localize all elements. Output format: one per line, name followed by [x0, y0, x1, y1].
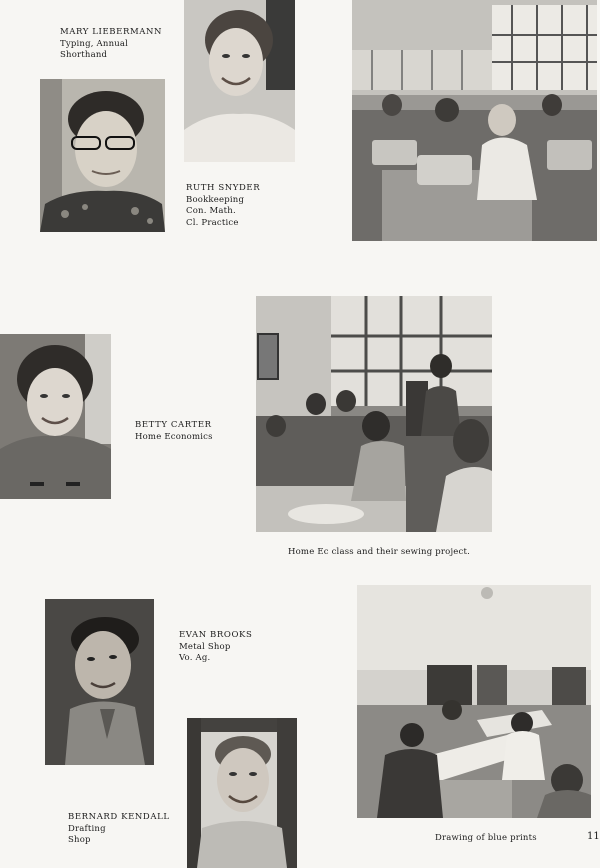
portrait-bernard-kendall	[187, 718, 297, 868]
portrait-betty-carter	[0, 334, 111, 499]
caption-ruth-snyder	[186, 183, 260, 229]
teacher-subject: Cl. Practice	[186, 217, 239, 228]
teacher-subject: Vo. Ag.	[179, 653, 211, 663]
teacher-subject: Home Economics	[135, 431, 213, 442]
teacher-name: EVAN BROOKS	[179, 630, 253, 640]
portrait-evan-brooks	[45, 599, 154, 765]
portrait-ruth-snyder	[184, 0, 295, 162]
teacher-subject: Con. Math.	[186, 206, 236, 216]
caption-bernard-kendall	[68, 812, 170, 847]
teacher-subject: Typing, Annual	[60, 38, 129, 49]
portrait-mary-liebermann	[40, 79, 165, 232]
photo-home-ec-class	[256, 296, 492, 532]
teacher-name: BERNARD KENDALL	[68, 812, 170, 822]
teacher-subject: Metal Shop	[179, 641, 231, 652]
page-number: 11	[587, 831, 600, 842]
teacher-name: BETTY CARTER	[135, 420, 212, 430]
caption-home-ec: Home Ec class and their sewing project.	[288, 547, 471, 557]
teacher-subject: Shorthand	[60, 50, 108, 60]
teacher-subject: Drafting	[68, 823, 106, 834]
teacher-name: RUTH SNYDER	[186, 183, 261, 193]
teacher-name: MARY LIEBERMANN	[60, 27, 163, 37]
teacher-subject: Shop	[68, 835, 91, 845]
photo-drafting-classroom	[357, 585, 591, 818]
caption-evan-brooks	[179, 630, 252, 665]
teacher-subject: Bookkeeping	[186, 194, 245, 205]
photo-typing-classroom	[352, 0, 597, 241]
caption-drafting: Drawing of blue prints	[435, 833, 537, 843]
caption-mary-liebermann	[60, 27, 162, 62]
caption-betty-carter	[135, 420, 213, 443]
